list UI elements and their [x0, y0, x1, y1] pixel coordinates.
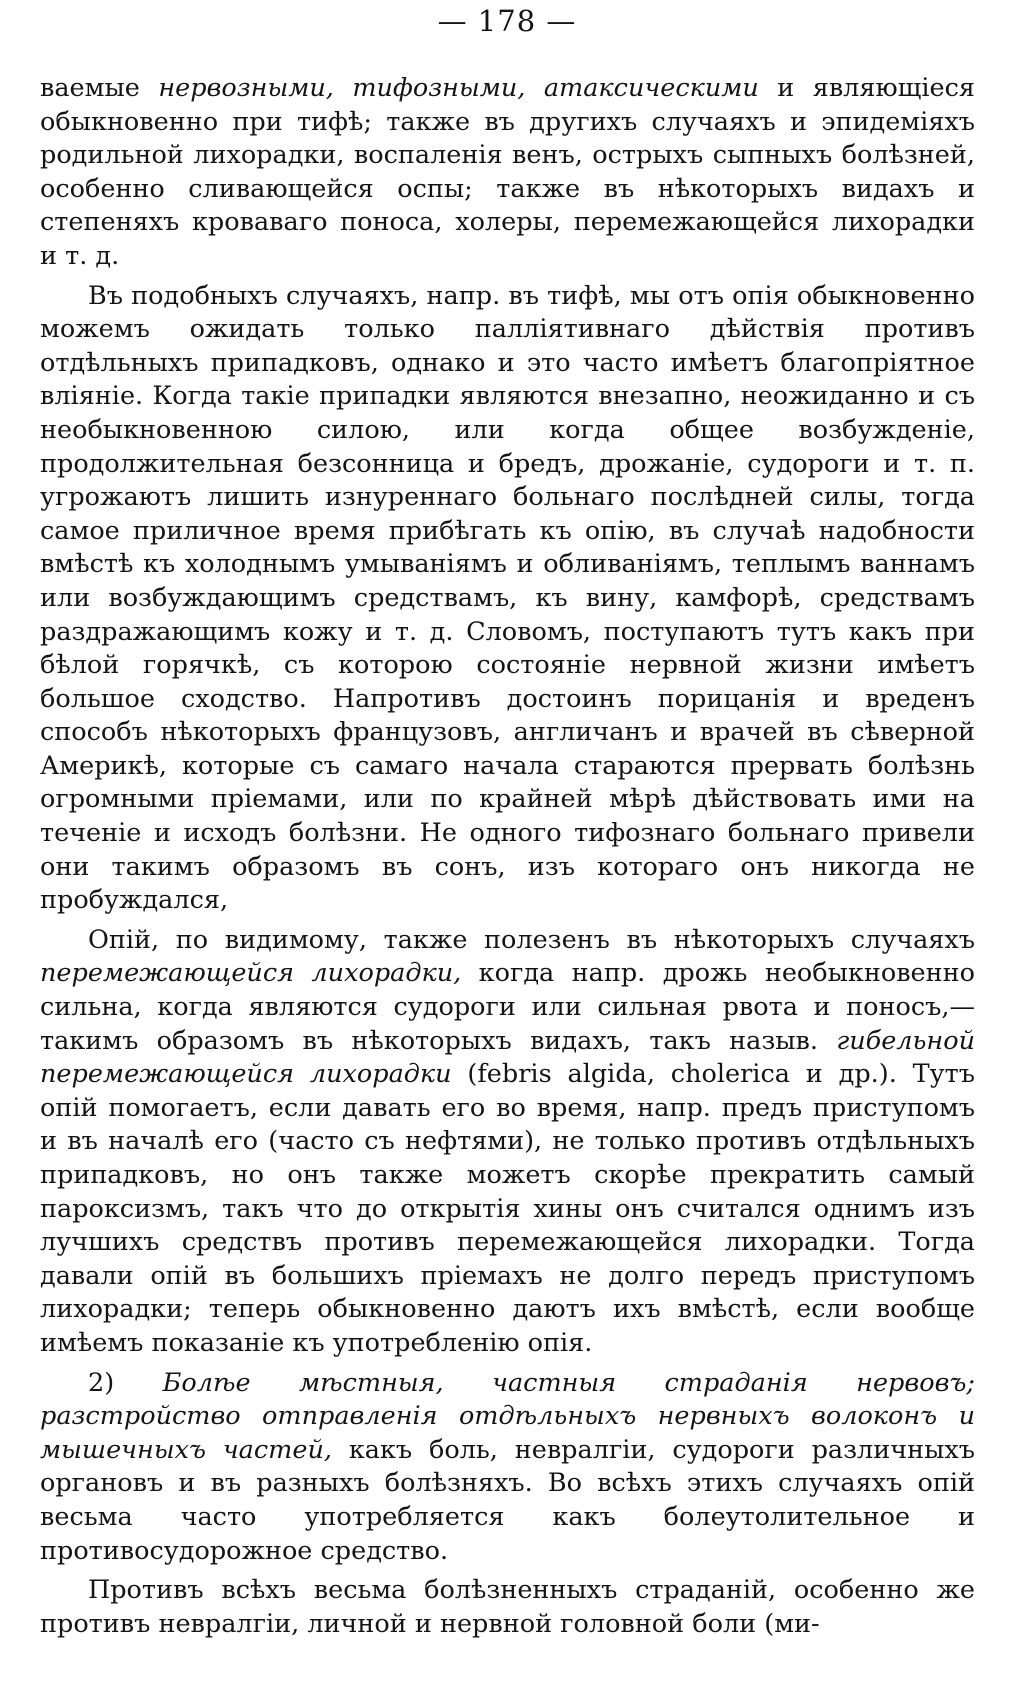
text-span: Опій, по видимому, также полезенъ въ нѣкоторыхъ случаяхъ — [88, 924, 975, 955]
text-span: когда напр. дрожь необыкновенно сильна, когда являются судороги или сильная рвота и поносъ,— такимъ образомъ въ нѣкоторыхъ видахъ, такъ назыв. — [40, 958, 975, 1056]
text-span: 2) — [88, 1367, 163, 1398]
italic-text-span: гибельной перемежающейся лихорадки — [40, 1025, 975, 1090]
text-span: какъ боль, невралгіи, судороги различныхъ органовъ и въ разныхъ болѣзняхъ. Во всѣхъ этихъ случаяхъ опій весьма часто употребляется какъ болеутолительное и противосудорожное средство. — [40, 1434, 975, 1566]
paragraph — [40, 924, 975, 1361]
italic-text-span: нервозными, тифозными, атаксическими — [158, 73, 759, 103]
paragraph — [40, 1367, 975, 1569]
paragraph — [40, 1574, 975, 1641]
text-span: и являющіеся обыкновенно при тифѣ; также въ другихъ случаяхъ и эпидеміяхъ родильной лихорадки, воспаленія венъ, острыхъ сыпныхъ болѣзней, особенно сливающейся оспы; также въ нѣкоторыхъ видахъ и степеняхъ кроваваго поноса, холеры, перемежающейся лихорадки и т. д. — [40, 73, 975, 271]
text-span: (febris algida, cholerica и др.). Тутъ опій помогаетъ, если давать его во время, напр. предъ приступомъ и въ началѣ его (часто съ нефтями), не только противъ отдѣльныхъ припадковъ, но онъ также можетъ скорѣе прекратить самый пароксизмъ, такъ что до открытія хины онъ считался однимъ изъ лучшихъ средствъ противъ перемежающейся лихорадки. Тогда давали опій въ большихъ пріемахъ не долго передъ приступомъ лихорадки; теперь обыкновенно даютъ ихъ вмѣстѣ, если вообще имѣемъ показаніе къ употребленію опія. — [40, 1059, 975, 1358]
page-text-body — [40, 72, 975, 1641]
text-span: ваемые — [40, 73, 159, 103]
text-span: Противъ всѣхъ весьма болѣзненныхъ страданій, особенно же противъ невралгіи, личной и нервной головной боли (ми- — [40, 1575, 975, 1639]
italic-text-span: перемежающейся лихорадки, — [40, 958, 462, 989]
italic-text-span: Болѣе мѣстныя, частныя страданія нервовъ; разстройство отправленія отдѣльныхъ нервныхъ волоконъ и мышечныхъ частей, — [40, 1367, 975, 1465]
paragraph — [40, 72, 975, 274]
page-number: — 178 — — [437, 4, 577, 38]
paragraph — [40, 280, 975, 918]
text-span: Въ подобныхъ случаяхъ, напр. въ тифѣ, мы отъ опія обыкновенно можемъ ожидать только палліятивнаго дѣйствія противъ отдѣльныхъ припадковъ, однако и это часто имѣетъ благопріятное вліяніе. Когда такіе припадки являются внезапно, неожиданно и съ необыкновенною силою, или когда общее возбужденіе, продолжительная безсонница и бредъ, дрожаніе, судороги и т. п. угрожаютъ лишить изнуреннаго больнаго послѣдней силы, тогда самое приличное время прибѣгать къ опію, въ случаѣ надобности вмѣстѣ къ холоднымъ умываніямъ и обливаніямъ, теплымъ ваннамъ или возбуждающимъ средствамъ, къ вину, камфорѣ, средствамъ раздражающимъ кожу и т. д. Словомъ, поступаютъ тутъ какъ при бѣлой горячкѣ, съ которою состояніе нервной жизни имѣетъ большое сходство. Напротивъ достоинъ порицанія и вреденъ способъ нѣкоторыхъ французовъ, англичанъ и врачей въ сѣверной Америкѣ, которые съ самаго начала стараются прервать болѣзнь огромными пріемами, или по крайней мѣрѣ дѣйствовать ими на теченіе и исходъ болѣзни. Не одного тифознаго больнаго привели они такимъ образомъ въ сонъ, изъ котораго онъ никогда не пробуждался, — [40, 280, 975, 916]
